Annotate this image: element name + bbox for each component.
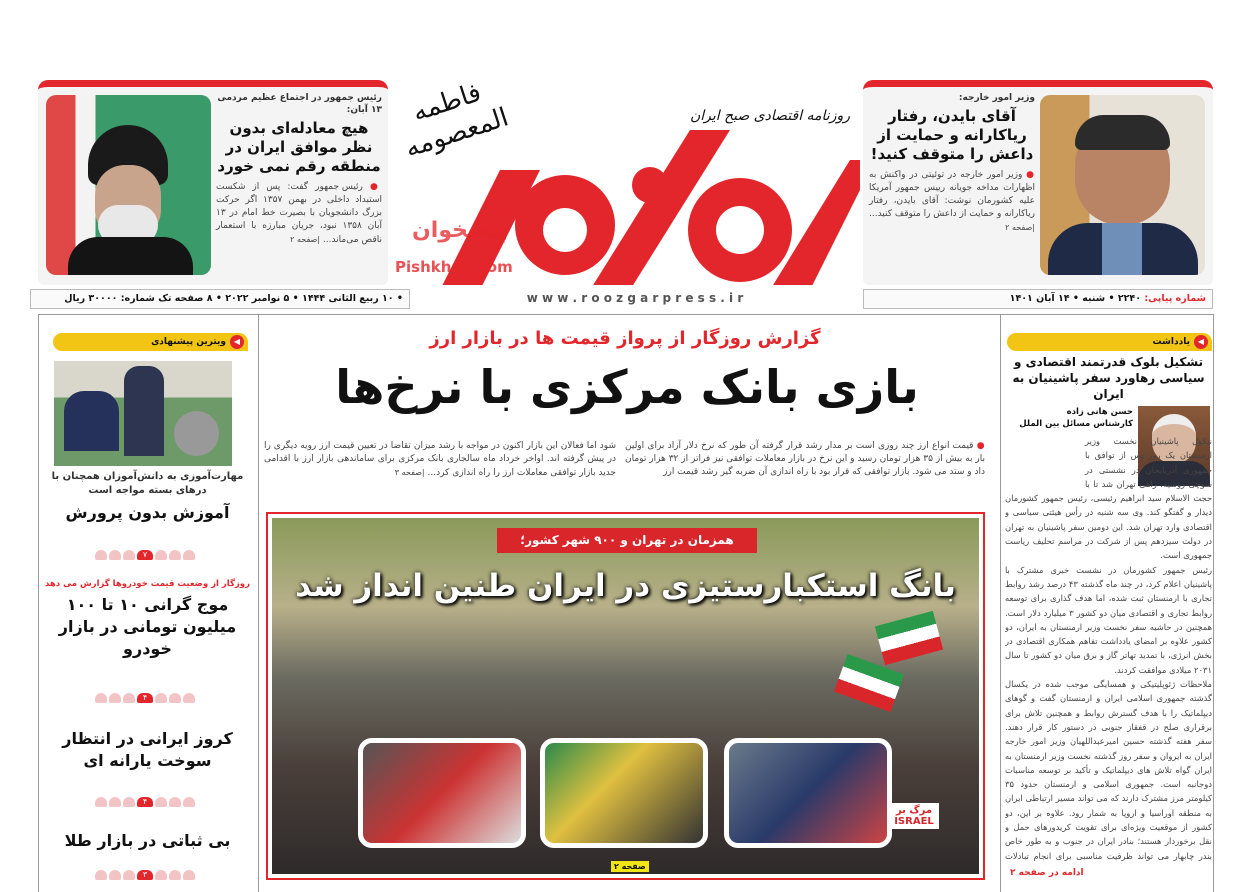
inset-photo: [540, 738, 708, 848]
story-headline[interactable]: کروز ایرانی در انتظار سوخت یارانه ای: [62, 729, 233, 770]
foreign-minister-photo: [1040, 95, 1205, 275]
workshop-photo: [54, 361, 232, 466]
play-icon: ◀: [1194, 335, 1208, 349]
photo-kicker: همزمان در تهران و ۹۰۰ شهر کشور؛: [497, 528, 757, 553]
page-number: ۷: [137, 550, 153, 560]
page-number: ۳: [137, 870, 153, 880]
page-number: ۴: [137, 693, 153, 703]
issue-number: ۲۲۴۰ • شنبه • ۱۴ آبان ۱۴۰۱: [1009, 293, 1142, 304]
watermark-fa: پیشخوان: [412, 218, 508, 243]
continued-link[interactable]: ادامه در صفحه ۲: [1010, 868, 1084, 878]
summary: رئیس جمهور گفت: پس از شکست استبداد داخلی در بهمن ۱۳۵۷ اگر حرکت بزرگ دانشجویان با بصیرت خط امام در ۱۳ آبان ۱۳۵۸ نبود، جریان مبارزه با استعمار ناقص می‌ماند...: [216, 182, 383, 245]
story-kicker: روزگار از وضعیت قیمت خودروها گزارش می دهد: [45, 579, 250, 589]
lead-headline[interactable]: بازی بانک مرکزی با نرخ‌ها: [335, 360, 919, 414]
page-indicator: [90, 693, 200, 705]
protest-sign: مرگ بر ISRAEL: [889, 803, 939, 829]
top-right-story[interactable]: وزیر امور خارجه: آقای بایدن، رفتار ریاکارانه و حمایت از داعش را متوقف کنید! ● وزیر امور خارجه در توئیتی در واکنش به اظهارات مداخه جویانه رییس جمهور آمریکا علیه کشورمان نوشت: آقای بایدن، رفتار ریاکارانه و حمایت از داعش را متوقف کنید... |صفحه ۲: [863, 80, 1213, 285]
inset-photo: [724, 738, 892, 848]
story-kicker: مهارت‌آموزی به دانش‌آموزان همچنان با درهای بسته مواجه است: [51, 471, 244, 496]
tab-label: یادداشت: [1152, 337, 1190, 347]
page-ref[interactable]: |صفحه ۳: [394, 468, 425, 477]
page-indicator: [90, 550, 200, 562]
play-icon: ◀: [230, 335, 244, 349]
author-title: کارشناس مسائل بین الملل: [1019, 419, 1133, 429]
page-indicator: [90, 870, 200, 882]
page-indicator: [90, 797, 200, 809]
page-number: ۴: [137, 797, 153, 807]
photo-headline[interactable]: بانگ استکبارستیزی در ایران طنین انداز شد: [295, 568, 956, 604]
column-divider: [258, 314, 259, 892]
tagline: روزنامه اقتصادی صبح ایران: [689, 108, 850, 124]
editorial-paragraph: ملاحظات ژئوپلیتیکی و همسایگی موجب شده در یکسال گذشته جمهوری اسلامی ایران و ارمنستان گفت و گوهای دیپلماتیک را با هدف گسترش روابط و همچنین تلاش برای برقراری صلح در قفقاز جنوبی در دستور کار قرار دهند. سفر هفته گذشته حسین امیرعبداللهیان وزیر امور خارجه ایران به ایروان و سفر روز گذشته نخست وزیر ارمنستان به ایران گواه تلاش های دیپلماتیک و تأکید بر توسعه مناسبات دوجانبه است. جمهوری اسلامی و ارمنستان حدود ۳۵ کیلومتر مرز مشترک دارند که می تواند مسیر ارتباطی ایران به منطقه اوراسیا و اروپا به شمار رود. علاوه بر این، دو کشور از موقعیت ویژه‌ای برای تقویت کریدورهای حمل و نقل برخوردار هستند؛ بنادر ایران در جنوب و به طور خاص بندر چابهار می تواند ظرفیت مناسبی برای انجام تبادلات: [1005, 679, 1212, 861]
page-ref[interactable]: |صفحه ۲: [290, 235, 320, 244]
lead-body-right: قیمت انواع ارز چند روزی است بر مدار رشد قرار گرفته آن طور که نرخ دلار آزاد برای اولین بار به بیش از ۳۵ هزار تومان رسید و این نرخ در بازار معاملات توافقی نیز فراتر از ۳۲ هزار تومان داد و ستد می شود. بازار توافقی که قرار بود با راه اندازی آن ضربه گیر رشد قیمت ارز: [625, 441, 985, 477]
page-ref[interactable]: صفحه ۲: [611, 861, 649, 872]
president-photo: [46, 95, 211, 275]
photo-story[interactable]: [266, 512, 985, 880]
tab-editorial[interactable]: [1007, 333, 1212, 351]
summary: وزیر امور خارجه در توئیتی در واکنش به اظهارات مداخه جویانه رییس جمهور آمریکا علیه کشورمان نوشت: آقای بایدن، رفتار ریاکارانه و حمایت از داعش را متوقف کنید...: [869, 170, 1035, 219]
editorial-paragraph: نیکول پاشینیان نخست وزیر ارمنستان یک روز پس از توافق با جمهوری آذربایجان در نشستی در سوچی روسیه، راهی تهران شد تا با حجت الاسلام سید ابراهیم رئیسی، رئیس جمهور کشورمان دیدار و گفتگو کند. وی سه شنبه در رأس هیئتی سیاسی و اقتصادی وارد تهران شد. این دومین سفر پاشینیان به تهران در دولت سیزدهم پس از شرکت در مراسم تحلیف ریاست جمهوری است.: [1005, 436, 1212, 561]
issue-dates: • ۱۰ ربیع الثانی ۱۴۴۴ • ۵ نوامبر ۲۰۲۲ • ۸ صفحه تک شماره: ۳۰۰۰۰ ریال: [64, 293, 403, 304]
inset-photo: [358, 738, 526, 848]
flag: [875, 611, 943, 665]
lead-kicker: گزارش روزگار از پرواز قیمت ها در بازار ارز: [429, 328, 821, 349]
date-bar: [30, 289, 410, 309]
headline[interactable]: آقای بایدن، رفتار ریاکارانه و حمایت از داعش را متوقف کنید!: [870, 107, 1034, 163]
kicker: وزیر امور خارجه:: [958, 93, 1035, 103]
lead-body-left: شود اما فعالان این بازار اکنون در مواجه با رشد میزان تقاضا در تعیین قیمت ارز رویه دیگری را در پیش گرفته اند. اواخر خرداد ماه سالجاری بانک مرکزی برای ساماندهی بازار ارز با اقدامی جدید بازار توافقی معاملات ارز را راه اندازی کرد...: [264, 441, 616, 478]
page-ref[interactable]: |صفحه ۲: [1005, 223, 1035, 232]
story-headline[interactable]: بی ثباتی در بازار طلا: [64, 831, 231, 850]
column-divider: [1000, 314, 1001, 892]
story-headline[interactable]: موج گرانی ۱۰ تا ۱۰۰ میلیون تومانی در بازار خودرو: [58, 595, 237, 658]
kicker: رئیس جمهور در اجتماع عظیم مردمی ۱۳ آبان:: [217, 93, 382, 115]
editorial-headline[interactable]: تشکیل بلوک قدرتمند اقتصادی و سیاسی رهاورد سفر پاشینیان به ایران: [1012, 355, 1205, 401]
issue-number-label: شماره پیاپی:: [1144, 293, 1206, 304]
story-headline[interactable]: آموزش بدون پرورش: [65, 503, 230, 522]
issue-bar: [863, 289, 1213, 309]
website-url[interactable]: w w w . r o o z g a r p r e s s . i r: [526, 291, 744, 305]
tab-label: ویترین پیشنهادی: [151, 337, 226, 347]
author-name: حسن هانی زاده: [1066, 407, 1133, 417]
headline[interactable]: هیچ معادله‌ای بدون نظر موافق ایران در منطقه رقم نمی خورد: [217, 119, 381, 175]
rally-photo: [272, 518, 979, 874]
watermark-en[interactable]: Pishkhan.com: [395, 258, 513, 276]
editorial-paragraph: رئیس جمهور کشورمان در نشست خبری مشترک با پاشینیان اعلام کرد، در چند ماه گذشته ۴۳ درصد رشد روابط تجاری با ارمنستان ثبت شده، اما هدف گذاری برای توسعه روابط تجاری و اقتصادی میان دو کشور ۳ میلیارد دلار است. همچنین در حاشیه سفر نخست وزیر ارمنستان به ایران، دو کشور علاوه بر امضای یادداشت تفاهم همکاری اقتصادی در بخش انرژی، با تمدید تهاتر گاز و برق میان دو کشور تا سال ۲۰۳۱ میلادی موافقت کردند.: [1005, 564, 1212, 675]
tab-showcase[interactable]: [53, 333, 248, 351]
top-left-story[interactable]: رئیس جمهور در اجتماع عظیم مردمی ۱۳ آبان: هیچ معادله‌ای بدون نظر موافق ایران در منطقه رقم نمی خورد ● رئیس جمهور گفت: پس از شکست استبداد داخلی در بهمن ۱۳۵۷ اگر حرکت بزرگ دانشجویان با بصیرت خط امام در ۱۳ آبان ۱۳۵۸ نبود، جریان مبارزه با استعمار ناقص می‌ماند... |صفحه ۲: [38, 80, 388, 285]
calligraphy-emblem: فاطمه المعصومه: [401, 77, 513, 164]
